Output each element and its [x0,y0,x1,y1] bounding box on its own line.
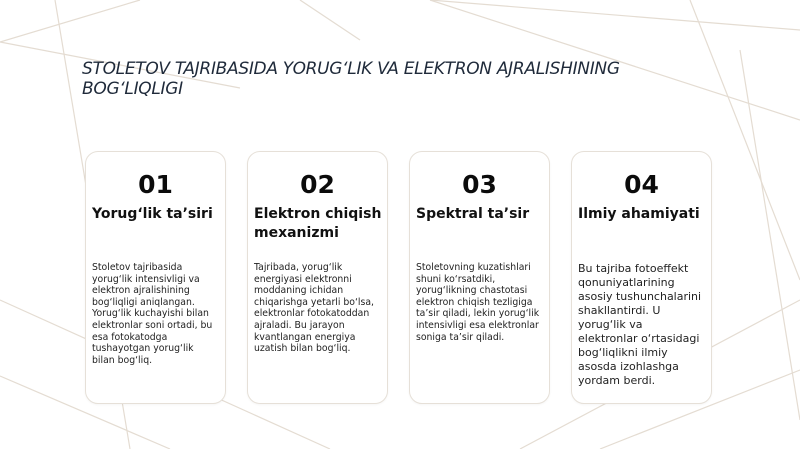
card-number: 02 [300,170,335,199]
card-title: Spektral ta’sir [416,206,530,222]
slide-title: STOLETOV TAJRIBASIDA YORUG‘LIK VA ELEKTRON AJRALISHINING BOG‘LIQLIGI [82,59,620,99]
card-number: 04 [624,170,659,199]
card-body: Bu tajriba fotoeffekt qonuniyatlarining asosiy tushunchalarini shakllantirdi. U yorug‘lik va elektronlar o‘rtasidagi bog‘liqlikni ilmiy asosda izohlashga yordam berdi. [578,262,702,387]
card-title: Yorug‘lik ta’siri [92,206,213,222]
card-2 [247,151,388,404]
card-number: 03 [462,170,497,199]
card-4 [571,151,712,404]
card-1 [85,151,226,404]
card-number: 01 [138,170,173,199]
card-title: Ilmiy ahamiyati [578,206,700,222]
card-body: Stoletovning kuzatishlari shuni ko‘rsatdiki, yorug‘likning chastotasi elektron chiqish tezligiga ta’sir qiladi, lekin yorug‘lik intensivligi esa elektronlar soniga ta’sir qiladi. [416,262,540,343]
card-body: Stoletov tajribasida yorug‘lik intensivligi va elektron ajralishining bog‘liqligi aniqlangan. Yorug‘lik kuchayishi bilan elektronlar soni ortadi, bu esa fotokatodga tushayotgan yorug‘lik bilan bog‘liq. [92,262,213,366]
card-body: Tajribada, yorug‘lik energiyasi elektronni moddaning ichidan chiqarishga yetarli bo‘lsa, elektronlar fotokatoddan ajraladi. Bu jarayon kvantlangan energiya uzatish bilan bog‘liq. [254,262,375,355]
card-title: Elektron chiqish mexanizmi [254,206,382,241]
card-3 [409,151,550,404]
